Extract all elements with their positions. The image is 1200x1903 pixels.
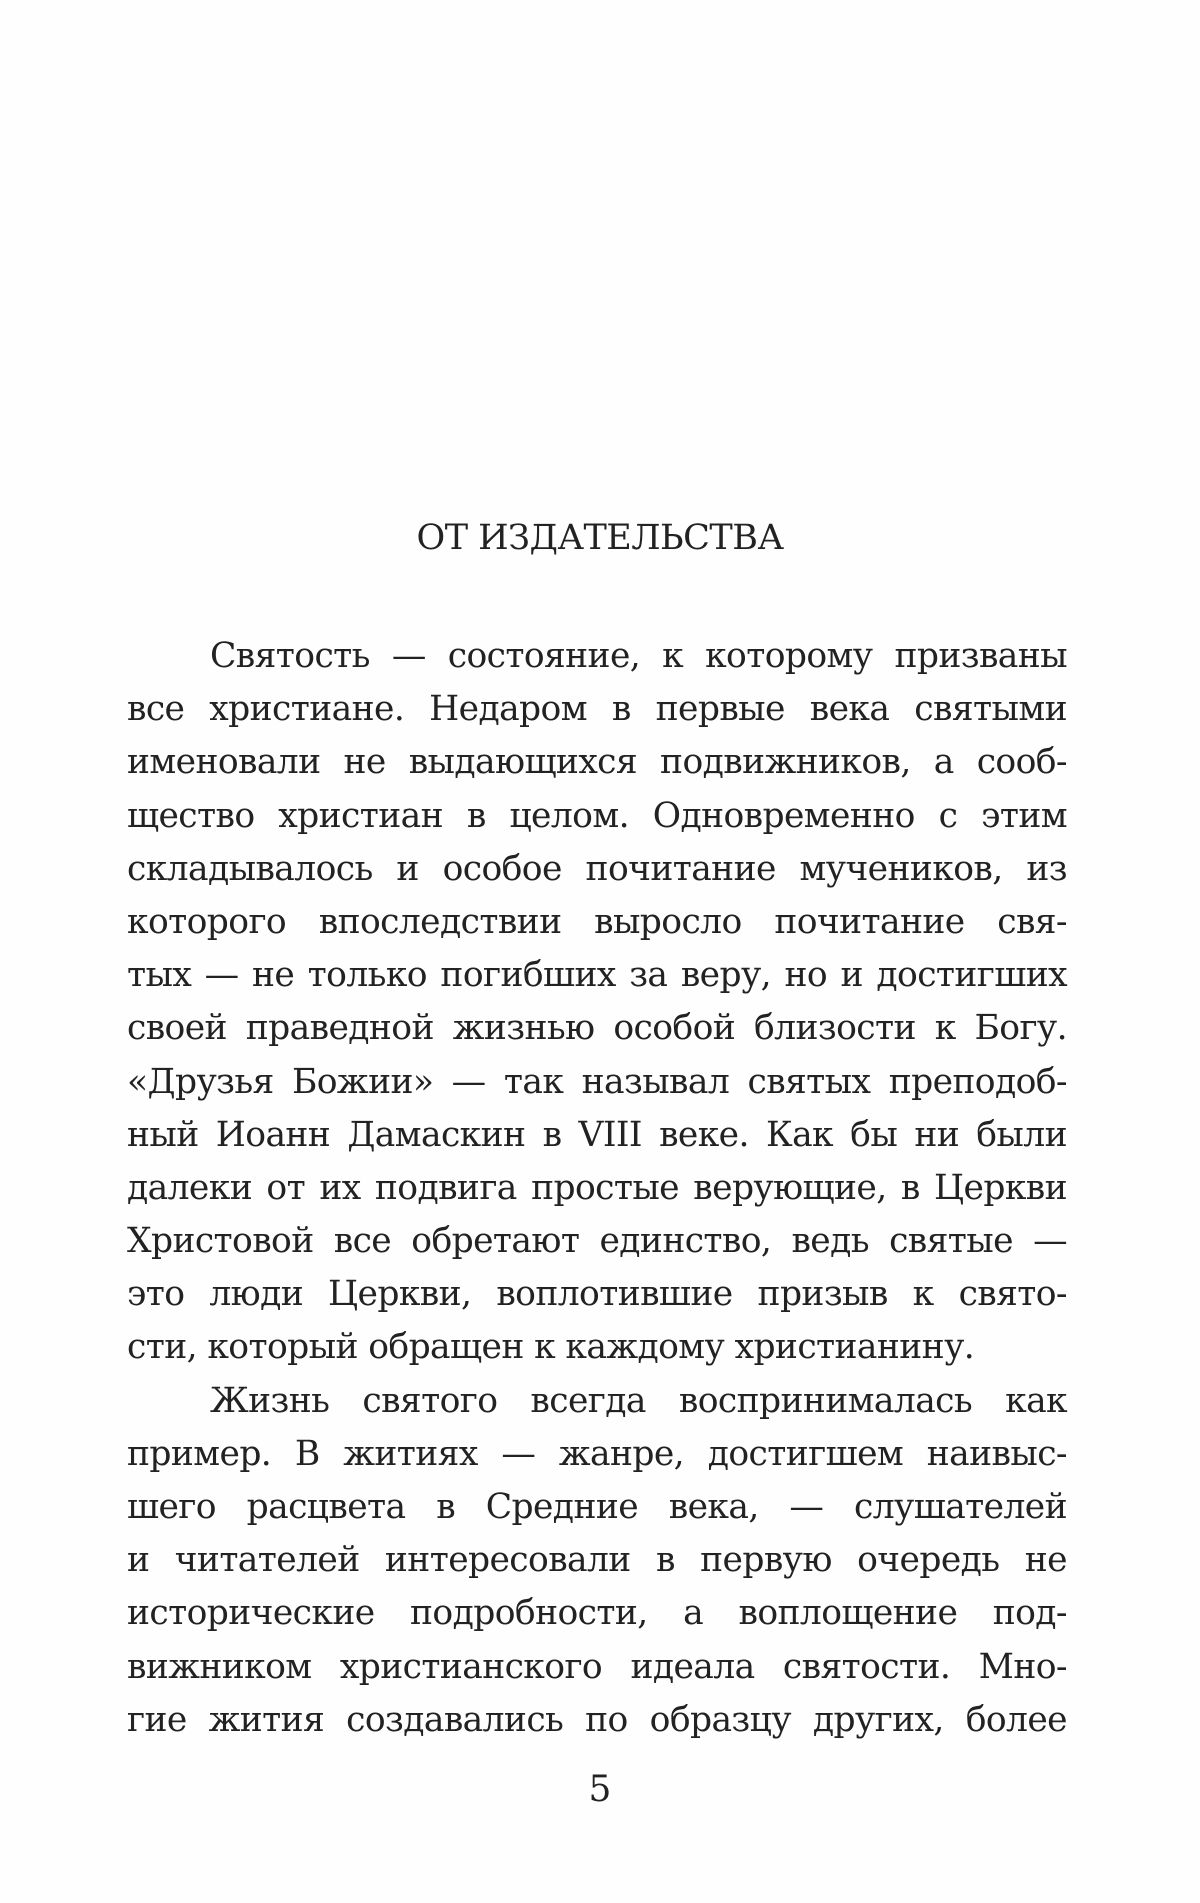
text-line: пример. В житиях — жанре, достигшем наивыс- <box>127 1433 1067 1474</box>
text-line: которого впоследствии выросло почитание свя- <box>127 901 1067 942</box>
text-line: сти, который обращен к каждому христианину. <box>127 1327 975 1368</box>
text-line: «Друзья Божии» — так называл святых преподоб- <box>127 1061 1067 1102</box>
text-line: все христиане. Недаром в первые века святыми <box>127 689 1067 730</box>
text-line: шего расцвета в Средние века, — слушателей <box>127 1487 1067 1527</box>
text-line: Святость — состояние, к которому призваны <box>210 636 1067 676</box>
text-line: Жизнь святого всегда воспринималась как <box>210 1380 1067 1421</box>
text-line: складывалось и особое почитание мучеников, из <box>127 848 1067 889</box>
text-line: исторические подробности, а воплощение под- <box>127 1593 1067 1634</box>
body-text <box>127 630 1067 1747</box>
page-number: 5 <box>588 1769 612 1810</box>
text-line: Христовой все обретают единство, ведь святые — <box>127 1221 1067 1262</box>
text-line: именовали не выдающихся подвижников, а сооб- <box>127 742 1067 783</box>
text-line: ный Иоанн Дамаскин в VIII веке. Как бы ни были <box>127 1114 1067 1155</box>
section-heading: ОТ ИЗДАТЕЛЬСТВА <box>416 518 784 558</box>
text-line: гие жития создавались по образцу других, более <box>127 1699 1067 1740</box>
text-line: вижником христианского идеала святости. Мно- <box>127 1646 1067 1687</box>
text-line: и читателей интересовали в первую очередь не <box>127 1540 1067 1581</box>
text-line: тых — не только погибших за веру, но и достигших <box>127 955 1067 996</box>
text-line: это люди Церкви, воплотившие призыв к свято- <box>127 1274 1067 1315</box>
text-line: своей праведной жизнью особой близости к Богу. <box>127 1008 1067 1049</box>
text-line: далеки от их подвига простые верующие, в Церкви <box>127 1167 1067 1208</box>
text-line: щество христиан в целом. Одновременно с этим <box>127 795 1067 836</box>
